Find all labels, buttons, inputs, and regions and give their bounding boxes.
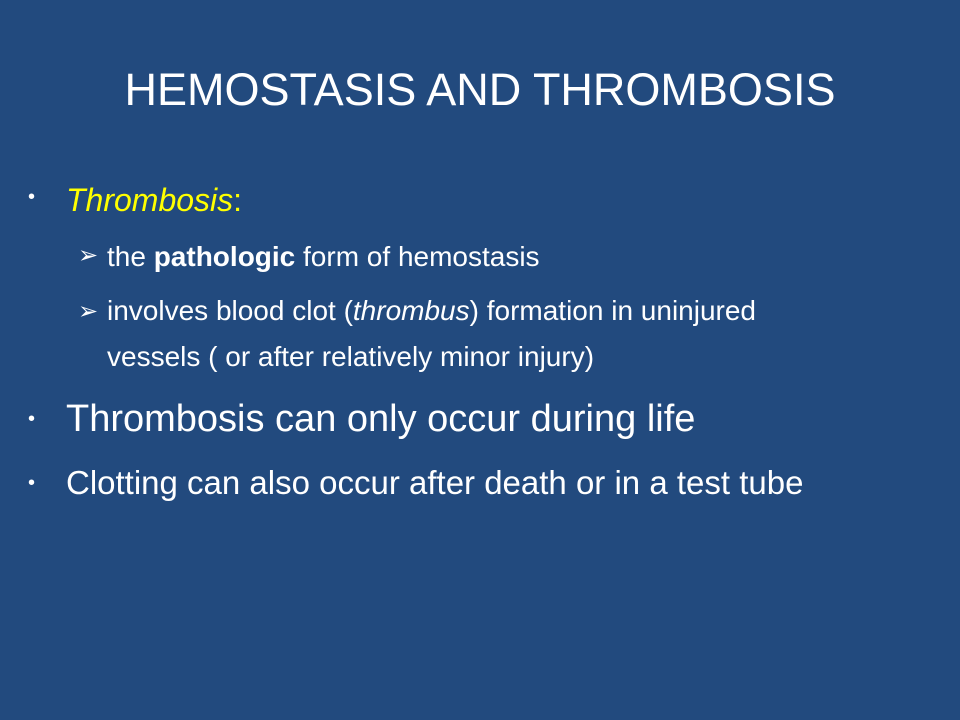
bullet-marker: • xyxy=(28,186,36,208)
thrombosis-colon: : xyxy=(233,182,243,218)
arrow-bullet-icon: ➢ xyxy=(78,242,99,269)
bullet-marker: • xyxy=(28,472,36,494)
subitem-text xyxy=(107,238,540,276)
slide-title: HEMOSTASIS AND THROMBOSIS xyxy=(124,64,836,115)
subitem-text-line2: vessels ( or after relatively minor injury) xyxy=(107,341,595,372)
subitem-text-pre: involves blood clot ( xyxy=(107,295,353,326)
subitem-text-post: form of hemostasis xyxy=(295,241,540,272)
bullet-text: Clotting can also occur after death or in a test tube xyxy=(66,464,804,501)
bullet-text: Thrombosis can only occur during life xyxy=(66,398,696,440)
bullet-text xyxy=(66,180,242,220)
bullet-marker: • xyxy=(28,408,36,430)
subitem-text-pre: the xyxy=(107,241,154,272)
arrow-bullet-icon: ➢ xyxy=(78,298,99,325)
subitem-text-post: ) formation in uninjured xyxy=(469,295,756,326)
subitem-text-bold: pathologic xyxy=(153,241,296,272)
thrombosis-label: Thrombosis xyxy=(66,182,234,218)
subitem-text xyxy=(107,292,756,330)
subitem-text-italic: thrombus xyxy=(352,295,470,326)
